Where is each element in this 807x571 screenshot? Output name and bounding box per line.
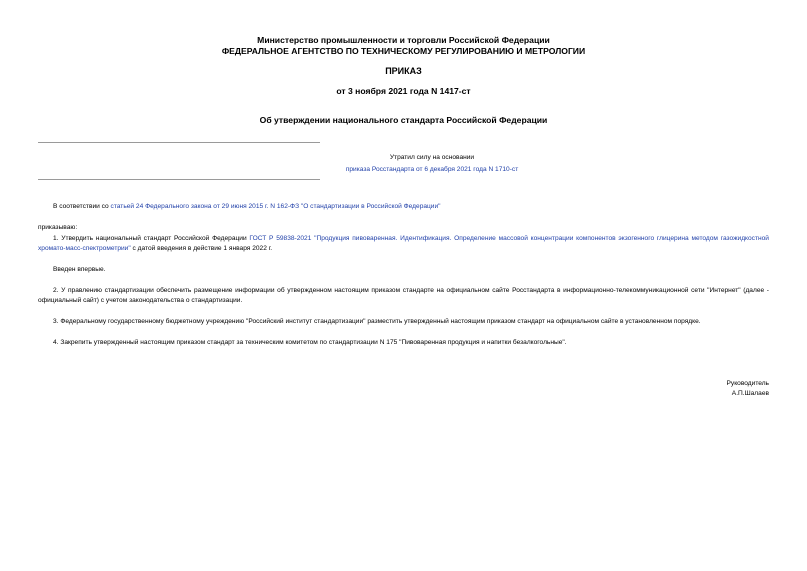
document-subject: Об утверждении национального стандарта Российской Федерации [259, 115, 548, 125]
signatory-name: А.П.Шалаев [731, 390, 769, 397]
item-2: 2. У правлению стандартизации обеспечить размещение информации об утвержденном настоящим приказом стандарте на официальном сайте Росстандарта в информационно-телекоммуникационной сети "Интернет" (далее - официальный сайт) с учетом законодательства о стандартизации. [38, 287, 769, 304]
item-4: 4. Закрепить утвержденный настоящим приказом стандарт за техническим комитетом по стандартизации N 175 "Пивоваренная продукция и напитки безалкогольные". [53, 339, 567, 346]
item-1 [38, 234, 769, 253]
date-number: от 3 ноября 2021 года N 1417-ст [336, 86, 471, 96]
document-type: ПРИКАЗ [385, 66, 422, 76]
preamble [53, 202, 773, 212]
agency-heading: ФЕДЕРАЛЬНОЕ АГЕНТСТВО ПО ТЕХНИЧЕСКОМУ РЕГУЛИРОВАНИЮ И МЕТРОЛОГИИ [221, 46, 586, 56]
item-3: 3. Федеральному государственному бюджетному учреждению "Российский институт стандартизации" разместить утвержденный настоящим приказом стандарт на официальном сайте в установленном порядке. [53, 318, 701, 325]
status-divider-bottom [38, 179, 320, 180]
standard-link[interactable]: ГОСТ Р 59838-2021 "Продукция пивоваренная. Идентификация. Определение массовой концентрации компонентов экзогенного глицерина методом газожидкостной хромато-масс-спектрометрии" [38, 235, 769, 252]
ministry-heading: Министерство промышленности и торговли Российской Федерации [257, 35, 550, 45]
signatory-role: Руководитель [726, 380, 769, 387]
law-link[interactable]: статьей 24 Федерального закона от 29 июня 2015 г. N 162-ФЗ "О стандартизации в Российской Федерации" [110, 203, 441, 210]
item-1-prefix: 1. Утвердить национальный стандарт Российской Федерации [53, 235, 250, 242]
introduced-first: Введен впервые. [53, 266, 106, 273]
status-link[interactable]: приказа Росстандарта от 6 декабря 2021 года N 1710-ст [345, 166, 519, 173]
item-1-suffix: с датой введения в действие 1 января 2022 г. [130, 244, 273, 252]
preamble-prefix: В соответствии со [53, 203, 111, 210]
order-word: приказываю: [38, 224, 78, 231]
status-divider-top [38, 142, 320, 143]
status-text: Утратил силу на основании [389, 154, 475, 161]
